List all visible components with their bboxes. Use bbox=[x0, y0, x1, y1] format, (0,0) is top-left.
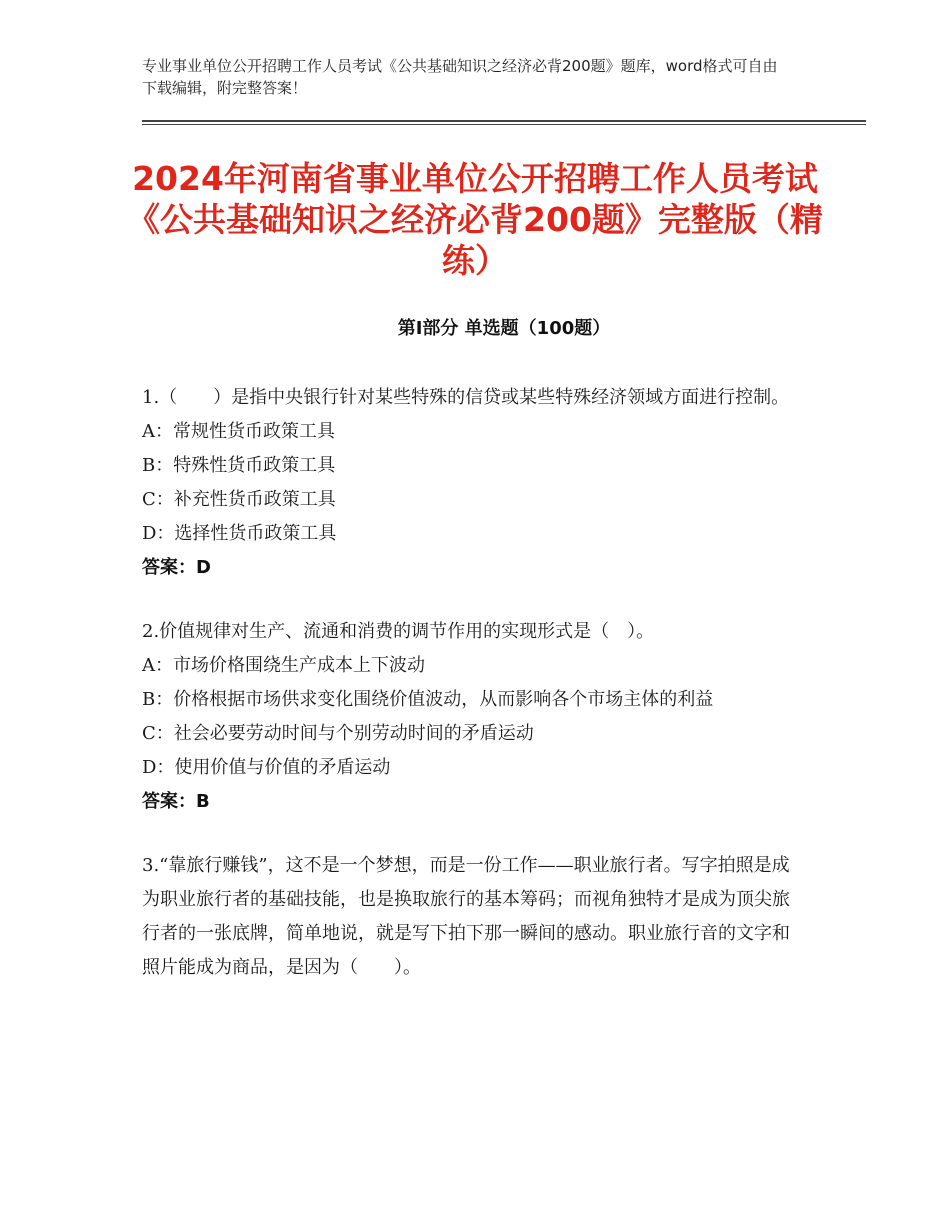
option-b: B：价格根据市场供求变化围绕价值波动，从而影响各个市场主体的利益 bbox=[142, 689, 714, 710]
header-note: 专业事业单位公开招聘工作人员考试《公共基础知识之经济必背200题》题库，word格式可自由下载编辑，附完整答案！ bbox=[142, 57, 778, 97]
header-divider bbox=[142, 120, 866, 125]
option-c: C：补充性货币政策工具 bbox=[142, 489, 336, 510]
question-stem: 1.（ ）是指中央银行针对某些特殊的信贷或某些特殊经济领域方面进行控制。 bbox=[142, 387, 790, 408]
question-list bbox=[142, 381, 802, 1015]
option-d: D：选择性货币政策工具 bbox=[142, 523, 337, 544]
option-a: A：常规性货币政策工具 bbox=[142, 421, 335, 442]
question-1 bbox=[142, 381, 802, 585]
section-heading: 第Ⅰ部分 单选题（100题） bbox=[397, 318, 611, 339]
answer-label: 答案：B bbox=[142, 791, 210, 812]
option-d: D：使用价值与价值的矛盾运动 bbox=[142, 757, 391, 778]
question-2 bbox=[142, 615, 802, 819]
question-3 bbox=[142, 849, 802, 985]
question-stem: 2.价值规律对生产、流通和消费的调节作用的实现形式是（ ）。 bbox=[142, 621, 655, 642]
answer-label: 答案：D bbox=[142, 557, 211, 578]
option-c: C：社会必要劳动时间与个别劳动时间的矛盾运动 bbox=[142, 723, 534, 744]
document-title: 2024年河南省事业单位公开招聘工作人员考试《公共基础知识之经济必背200题》完整版（精练） bbox=[127, 159, 823, 280]
question-stem: 3.“靠旅行赚钱”，这不是一个梦想，而是一份工作——职业旅行者。写字拍照是成为职业旅行者的基础技能，也是换取旅行的基本筹码；而视角独特才是成为顶尖旅行者的一张底牌，简单地说，就是写下拍下那一瞬间的感动。职业旅行音的文字和照片能成为商品，是因为（ ）。 bbox=[142, 855, 790, 978]
option-b: B：特殊性货币政策工具 bbox=[142, 455, 336, 476]
option-a: A：市场价格围绕生产成本上下波动 bbox=[142, 655, 425, 676]
